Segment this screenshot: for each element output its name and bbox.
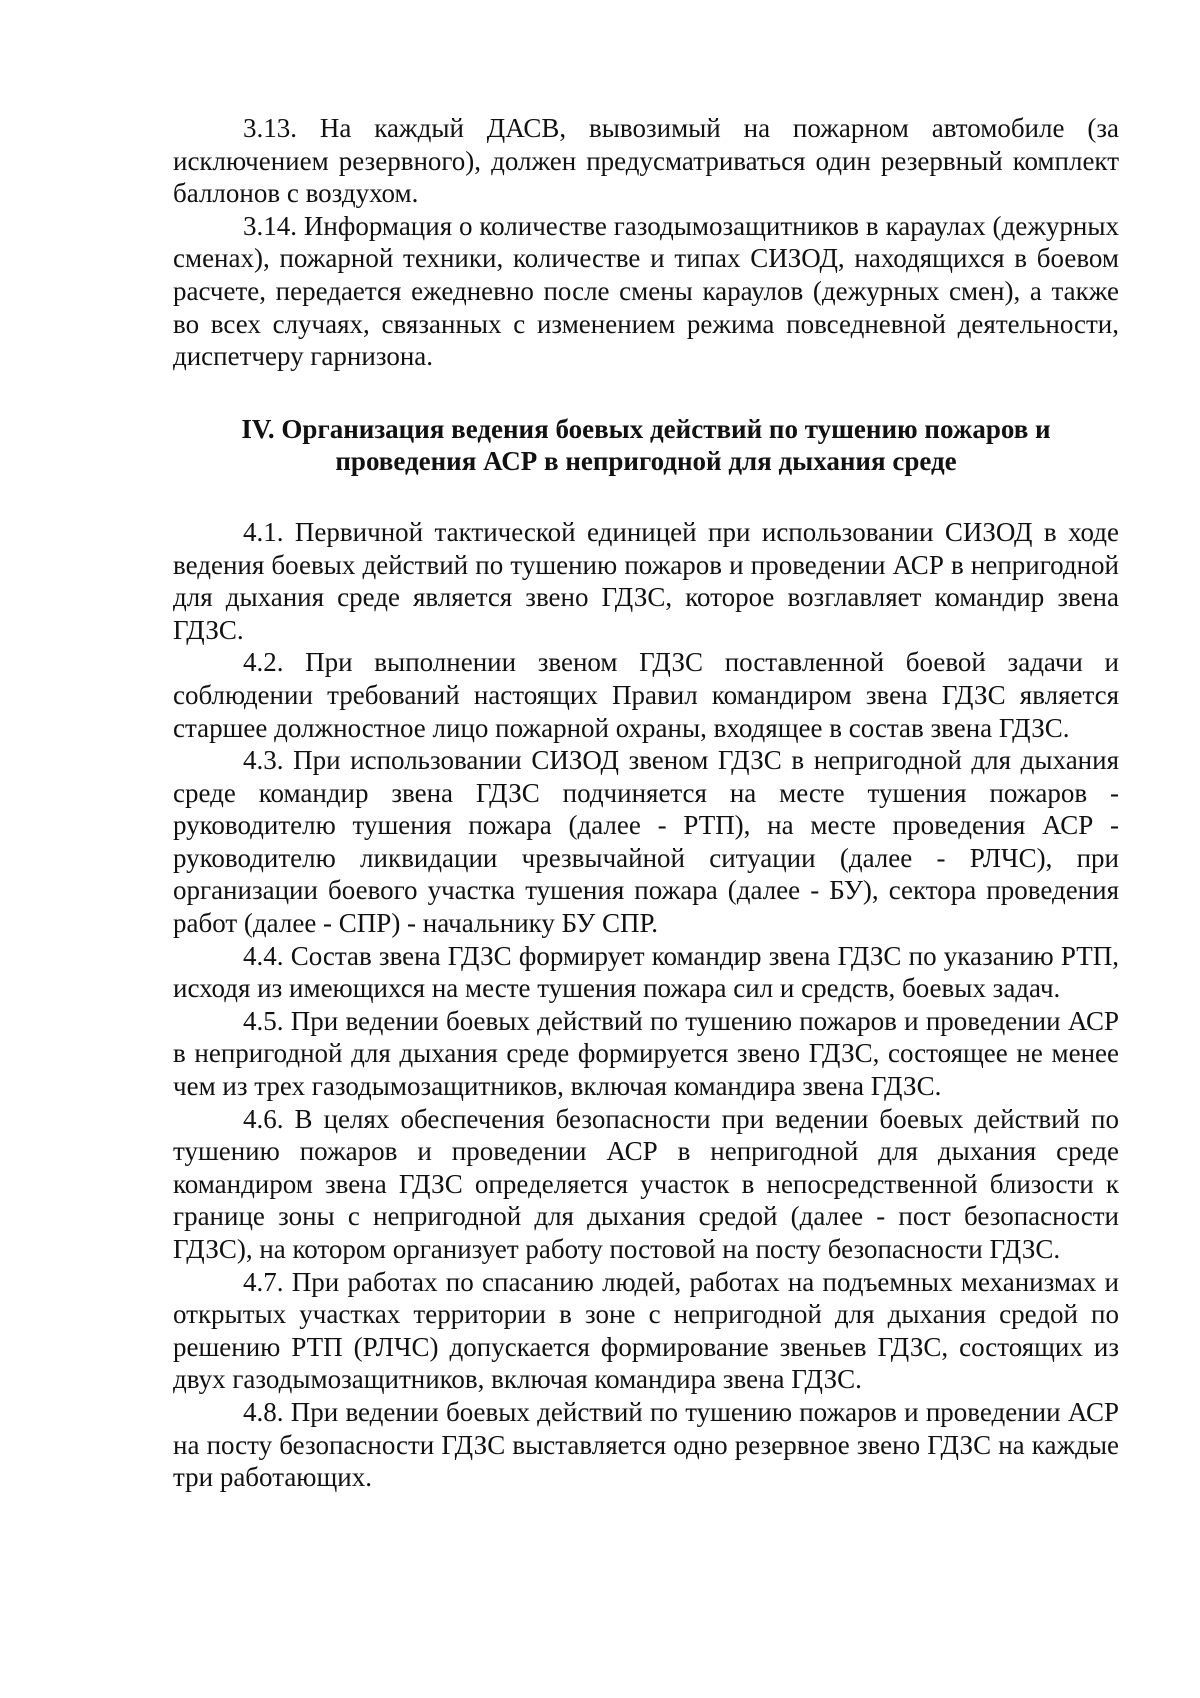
paragraph-4-4: 4.4. Состав звена ГДЗС формирует командир звена ГДЗС по указанию РТП, исходя из имеющихся на месте тушения пожара сил и средств, боевых задач. [173,940,1119,1004]
paragraph-4-1: 4.1. Первичной тактической единицей при использовании СИЗОД в ходе ведения боевых действий по тушению пожаров и проведении АСР в непригодной для дыхания среде является звено ГДЗС, которое возглавляет командир звена ГДЗС. [173,516,1119,645]
section-heading-line-2: проведения АСР в непригодной для дыхания среде [335,446,957,477]
paragraph-4-7: 4.7. При работах по спасанию людей, работах на подъемных механизмах и открытых участках территории в зоне с непригодной для дыхания средой по решению РТП (РЛЧС) допускается формирование звеньев ГДЗС, состоящих из двух газодымозащитников, включая командира звена ГДЗС. [173,1266,1119,1395]
paragraph-3-14: 3.14. Информация о количестве газодымозащитников в караулах (дежурных сменах), пожарной техники, количестве и типах СИЗОД, находящихся в боевом расчете, передается ежедневно после смены караулов (дежурных смен), а также во всех случаях, связанных с изменением режима повседневной деятельности, диспетчеру гарнизона. [173,210,1119,372]
paragraph-4-5: 4.5. При ведении боевых действий по тушению пожаров и проведении АСР в непригодной для дыхания среде формируется звено ГДЗС, состоящее не менее чем из трех газодымозащитников, включая командира звена ГДЗС. [173,1005,1119,1102]
paragraph-4-8: 4.8. При ведении боевых действий по тушению пожаров и проведении АСР на посту безопасности ГДЗС выставляется одно резервное звено ГДЗС на каждые три работающих. [173,1396,1119,1493]
section-heading [173,413,1119,478]
paragraph-4-6: 4.6. В целях обеспечения безопасности при ведении боевых действий по тушению пожаров и проведении АСР в непригодной для дыхания среде командиром звена ГДЗС определяется участок в непосредственной близости к границе зоны с непригодной для дыхания средой (далее - пост безопасности ГДЗС), на котором организует работу постовой на посту безопасности ГДЗС. [173,1103,1119,1264]
document-body [173,112,1119,1494]
paragraph-4-3: 4.3. При использовании СИЗОД звеном ГДЗС в непригодной для дыхания среде командир звена ГДЗС подчиняется на месте тушения пожаров - руководителю тушения пожара (далее - РТП), на месте проведения АСР - руководителю ликвидации чрезвычайной ситуации (далее - РЛЧС), при организации боевого участка тушения пожара (далее - БУ), сектора проведения работ (далее - СПР) - начальнику БУ СПР. [173,745,1119,939]
paragraph-3-13: 3.13. На каждый ДАСВ, вывозимый на пожарном автомобиле (за исключением резервного), должен предусматриваться один резервный комплект баллонов с воздухом. [173,113,1119,209]
section-heading-line-1: IV. Организация ведения боевых действий по тушению пожаров и [241,413,1051,444]
paragraph-4-2: 4.2. При выполнении звеном ГДЗС поставленной боевой задачи и соблюдении требований настоящих Правил командиром звена ГДЗС является старшее должностное лицо пожарной охраны, входящее в состав звена ГДЗС. [173,647,1119,743]
